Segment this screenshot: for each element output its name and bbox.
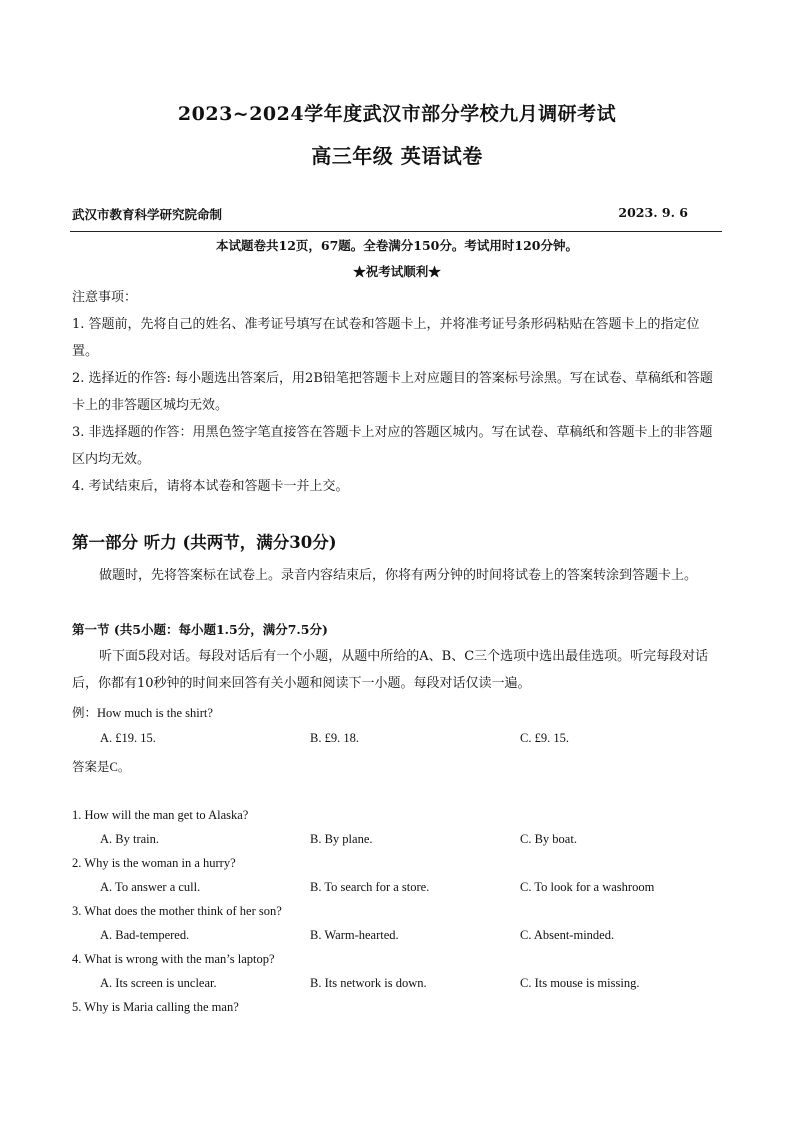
- q3-option-c: C. Absent-minded.: [520, 928, 615, 942]
- exam-title: 2023~2024学年度武汉市部分学校九月调研考试: [177, 103, 617, 125]
- note-item-1: 1. 答题前，先将自己的姓名、准考证号填写在试卷和答题卡上，并将准考证号条形码粘贴在答题卡上的指定位置。: [72, 317, 700, 359]
- q4-option-b: B. Its network is down.: [310, 976, 427, 990]
- exam-date: 2023. 9. 6: [618, 205, 688, 220]
- issuer: 武汉市教育科学研究院命制: [72, 207, 223, 222]
- question-1: 1. How will the man get to Alaska?: [72, 808, 249, 822]
- exam-summary: 本试题卷共12页，67题。全卷满分150分。考试用时120分钟。: [216, 238, 578, 253]
- q1-option-a: A. By train.: [100, 832, 160, 846]
- q2-option-b: B. To search for a store.: [310, 880, 430, 894]
- q3-option-a: A. Bad-tempered.: [100, 928, 190, 942]
- good-luck-line: ★祝考试顺利★: [353, 264, 441, 279]
- question-4: 4. What is wrong with the man’s laptop?: [72, 952, 275, 966]
- header-divider: [70, 231, 722, 232]
- q1-option-c: C. By boat.: [520, 832, 577, 846]
- q3-option-b: B. Warm-hearted.: [310, 928, 399, 942]
- note-item-4: 4. 考试结束后，请将本试卷和答题卡一并上交。: [72, 479, 349, 494]
- q4-option-c: C. Its mouse is missing.: [520, 976, 640, 990]
- q4-option-a: A. Its screen is unclear.: [100, 976, 217, 990]
- example-option-a: A. £19. 15.: [100, 731, 156, 745]
- section1-heading: 第一节 (共5小题：每小题1.5分，满分7.5分): [72, 622, 328, 637]
- example-option-c: C. £9. 15.: [520, 731, 569, 745]
- exam-subtitle: 高三年级 英语试卷: [311, 144, 483, 168]
- example-question: 例：How much is the shirt?: [72, 706, 213, 720]
- example-option-b: B. £9. 18.: [310, 731, 359, 745]
- question-2: 2. Why is the woman in a hurry?: [72, 856, 236, 870]
- q1-option-b: B. By plane.: [310, 832, 373, 846]
- note-item-3: 3. 非选择题的作答：用黑色签字笔直接答在答题卡上对应的答题区城内。写在试卷、草稿纸和答题卡上的非答题区内均无效。: [72, 425, 713, 467]
- note-item-2: 2. 选择近的作答: 每小题选出答案后，用2B铅笔把答题卡上对应题目的答案标号涂黑。写在试卷、草稿纸和答题卡上的非答题区城均无效。: [72, 371, 713, 413]
- part1-heading: 第一部分 听力 (共两节，满分30分): [72, 533, 337, 552]
- part1-intro: 做题时，先将答案标在试卷上。录音内容结束后，你将有两分钟的时间将试卷上的答案转涂到答题卡上。: [99, 568, 698, 583]
- q2-option-a: A. To answer a cull.: [100, 880, 201, 894]
- question-5: 5. Why is Maria calling the man?: [72, 1000, 239, 1014]
- example-answer: 答案是C。: [72, 760, 131, 774]
- q2-option-c: C. To look for a washroom: [520, 880, 655, 894]
- question-3: 3. What does the mother think of her son?: [72, 904, 282, 918]
- notes-heading: 注意事项：: [72, 290, 138, 305]
- section1-intro: 听下面5段对话。每段对话后有一个小题，从题中所给的A、B、C三个选项中选出最佳选项。听完每段对话后，你都有10秒钟的时间来回答有关小题和阅读下一小题。每段对话仅读一遍。: [72, 649, 709, 691]
